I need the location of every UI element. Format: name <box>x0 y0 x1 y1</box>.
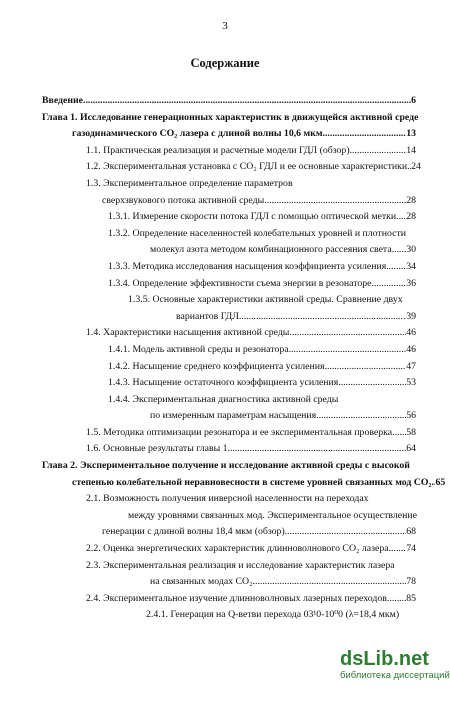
toc-entry-1-4-2[interactable] <box>0 359 450 376</box>
toc-page-number: 78 <box>406 576 416 588</box>
toc-page-number: 46 <box>406 343 416 355</box>
toc-leader-dots <box>392 425 406 442</box>
toc-entry-text: 1.3.4. Определение эффективности съема энергии в резонаторе <box>108 277 372 289</box>
toc-entry-text: 1.4. Характеристики насыщения активной среды <box>86 327 290 339</box>
watermark-logo <box>340 648 450 682</box>
toc-entry-1-3-4[interactable] <box>0 276 450 293</box>
toc-page-number: 34 <box>406 260 416 272</box>
toc-entry-1-3[interactable] <box>0 176 450 193</box>
page-number: 3 <box>222 20 228 32</box>
toc-entry-text: 1.4.2. Насыщение среднего коэффициента усиления <box>108 360 325 372</box>
toc-entry-text: газодинамического CO₂ лазера с длиной волны 10,6 мкм <box>72 128 323 140</box>
toc-leader-dots <box>372 276 407 293</box>
toc-entry-text: 1.6. Основные результаты главы 1 <box>86 443 228 455</box>
toc-page-number: 85 <box>406 592 416 604</box>
toc-entry-text: 1.4.4. Экспериментальная диагностика активной среды <box>108 393 339 405</box>
toc-entry-1-3-5[interactable] <box>0 292 450 309</box>
toc-entry-text: генерации с длиной волны 18,4 мкм (обзор) <box>102 526 285 538</box>
toc-entry-text: 2.4. Экспериментальное изучение длинноволновых лазерных переходов <box>86 592 387 604</box>
toc-entry-1-3-5-cont[interactable] <box>0 309 450 326</box>
toc-page-number: 74 <box>406 543 416 555</box>
toc-entry-2-3[interactable] <box>0 558 450 575</box>
toc-page-number: 56 <box>406 410 416 422</box>
toc-page-number: 36 <box>406 277 416 289</box>
toc-page-number: 24 <box>411 161 421 173</box>
toc-entry-text: 1.3.1. Измерение скорости потока ГДЛ с помощью оптической метки <box>108 211 397 223</box>
toc-entry-text: 1.3. Экспериментальное определение параметров <box>86 177 293 189</box>
watermark-subtitle: библиотека диссертаций <box>340 670 450 681</box>
toc-entry-text: 2.2. Оценка энергетических характеристик длинноволнового CO₂ лазера <box>86 543 389 555</box>
toc-entry-2-1-cont-2[interactable] <box>0 524 450 541</box>
toc-entry-1-6[interactable] <box>0 441 450 458</box>
toc-leader-dots <box>396 209 406 226</box>
toc-entry-1-4[interactable] <box>0 325 450 342</box>
toc-entry-text: 1.4.3. Насыщение остаточного коэффициента усиления <box>108 377 339 389</box>
toc-leader-dots <box>386 259 406 276</box>
toc-entry-text: 1.2. Экспериментальная установка с CO₂ ГДЛ и ее основные характеристики <box>86 161 408 173</box>
toc-page-number: 39 <box>406 310 416 322</box>
toc-entry-2-3-cont[interactable] <box>0 574 450 591</box>
toc-entry-1-3-2-cont[interactable] <box>0 242 450 259</box>
toc-page-number: 30 <box>406 244 416 256</box>
table-of-contents <box>0 93 450 624</box>
toc-entry-text: по измеренным параметрам насыщения <box>150 410 317 422</box>
toc-entry-2-2[interactable] <box>0 541 450 558</box>
toc-entry-text: на связанных модах CO₂ <box>150 576 253 588</box>
toc-entry-1-4-3[interactable] <box>0 375 450 392</box>
toc-leader-dots <box>392 242 407 259</box>
toc-entry-text: между уровнями связанных мод. Экспериментальное осуществление <box>128 509 417 521</box>
toc-entry-1-4-4[interactable] <box>0 392 450 409</box>
toc-entry-2-1-cont[interactable] <box>0 508 450 525</box>
toc-entry-2-1[interactable] <box>0 491 450 508</box>
toc-leader-dots <box>239 309 406 326</box>
toc-entry-text: 2.1. Возможность получения инверсной населенности на переходах <box>86 493 369 505</box>
toc-entry-text: сверхзвукового потока активной среды <box>102 194 265 206</box>
toc-leader-dots <box>289 342 407 359</box>
toc-page-number: 28 <box>406 194 416 206</box>
toc-entry-1-3-2[interactable] <box>0 226 450 243</box>
toc-leader-dots <box>285 524 406 541</box>
toc-page-number: 53 <box>406 377 416 389</box>
watermark-brand: dsLib.net <box>340 648 429 670</box>
toc-page-number: 68 <box>406 526 416 538</box>
toc-entry-text: вариантов ГДЛ <box>176 310 239 322</box>
toc-entry-text: 2.4.1. Генерация на Q-ветви перехода 03¹0-10⁰0 (λ=18,4 мкм) <box>146 609 400 621</box>
toc-entry-chapter-1-cont[interactable] <box>0 126 450 143</box>
toc-entry-introduction[interactable] <box>0 93 450 110</box>
toc-leader-dots <box>338 375 406 392</box>
toc-entry-1-5[interactable] <box>0 425 450 442</box>
toc-entry-text: молекул азота методом комбинационного рассеяния света <box>150 244 392 256</box>
toc-entry-1-2[interactable] <box>0 159 450 176</box>
toc-page-number: 14 <box>406 144 416 156</box>
toc-entry-chapter-2[interactable] <box>0 458 450 475</box>
toc-leader-dots <box>289 325 406 342</box>
toc-page-number: 65 <box>435 476 446 488</box>
toc-entry-2-4[interactable] <box>0 591 450 608</box>
toc-page-number: 28 <box>406 211 416 223</box>
toc-page-number: 64 <box>406 443 416 455</box>
toc-entry-1-1[interactable] <box>0 143 450 160</box>
toc-leader-dots <box>389 541 407 558</box>
toc-leader-dots <box>83 93 411 110</box>
toc-entry-text: 1.5. Методика оптимизации резонатора и ее экспериментальная проверка <box>86 426 393 438</box>
toc-entry-1-4-4-cont[interactable] <box>0 408 450 425</box>
toc-entry-text: 1.3.5. Основные характеристики активной среды. Сравнение двух <box>128 294 403 306</box>
toc-page-number: 6 <box>411 95 416 106</box>
toc-entry-text: Глава 2. Экспериментальное получение и исследование активной среды с высокой <box>42 460 410 472</box>
toc-entry-text: 1.3.3. Методика исследования насыщения коэффициента усиления <box>108 260 387 272</box>
toc-entry-1-3-1[interactable] <box>0 209 450 226</box>
toc-leader-dots <box>253 574 407 591</box>
toc-entry-text: 1.4.1. Модель активной среды и резонатора <box>108 343 289 355</box>
toc-page-number: 46 <box>406 327 416 339</box>
toc-entry-text: степенью колебательной неравновесности в системе уровней связанных мод CO₂ <box>72 476 432 488</box>
toc-entry-1-4-1[interactable] <box>0 342 450 359</box>
toc-entry-text: 2.3. Экспериментальная реализация и исследование характеристик лазера <box>86 559 395 571</box>
toc-entry-2-4-1[interactable] <box>0 607 450 624</box>
toc-entry-text: 1.3.2. Определение населенностей колебательных уровней и плотности <box>108 227 406 239</box>
toc-entry-text: Введение <box>42 95 83 106</box>
toc-leader-dots <box>264 193 406 210</box>
toc-page-number: 13 <box>406 128 416 140</box>
toc-entry-text: 1.1. Практическая реализация и расчетные модели ГДЛ (обзор) <box>86 144 350 156</box>
toc-leader-dots <box>323 126 407 143</box>
toc-page-number: 47 <box>406 360 416 372</box>
toc-entry-chapter-1[interactable] <box>0 110 450 127</box>
toc-leader-dots <box>387 591 406 608</box>
toc-leader-dots <box>228 441 407 458</box>
toc-page-number: 58 <box>406 426 416 438</box>
toc-entry-chapter-2-cont[interactable] <box>0 475 450 492</box>
toc-entry-text: Глава 1. Исследование генерационных характеристик в движущейся активной среде <box>42 111 419 123</box>
page-title: Содержание <box>190 56 260 70</box>
toc-entry-1-3-3[interactable] <box>0 259 450 276</box>
toc-leader-dots <box>316 408 406 425</box>
toc-entry-1-3-cont[interactable] <box>0 193 450 210</box>
toc-leader-dots <box>325 359 407 376</box>
toc-leader-dots <box>350 143 407 160</box>
